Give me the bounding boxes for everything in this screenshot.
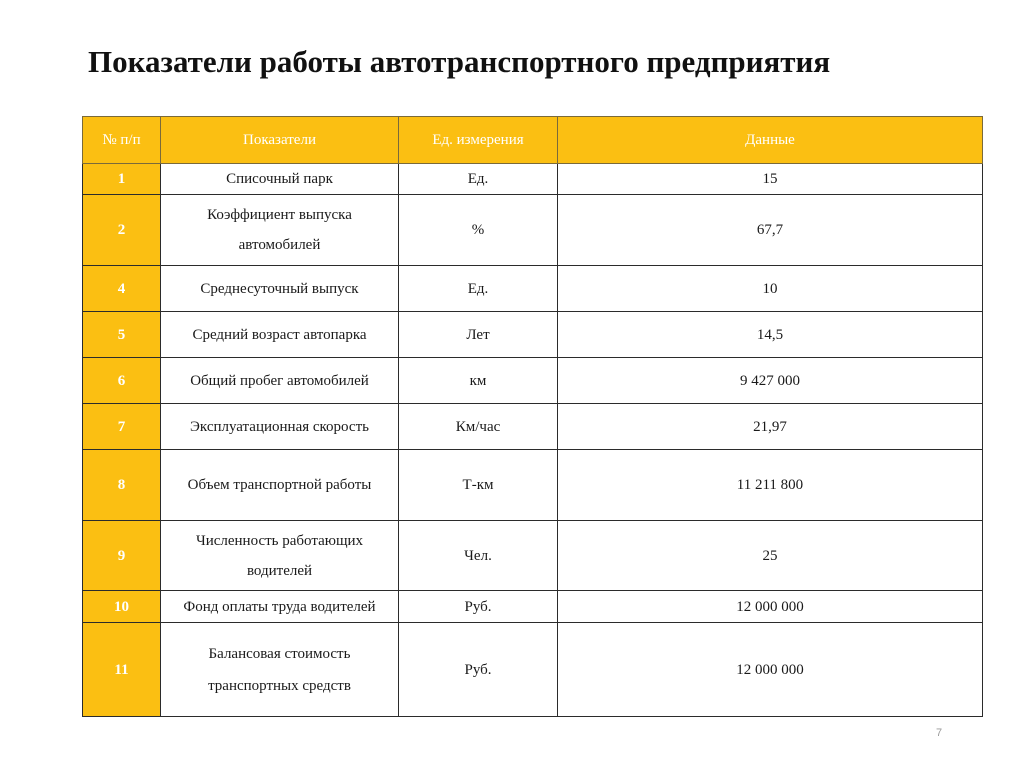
- row-number: 5: [83, 312, 161, 358]
- table-row: [83, 195, 983, 266]
- row-indicator: Эксплуатационная скорость: [161, 404, 399, 450]
- row-value: 67,7: [558, 195, 983, 266]
- page-number: 7: [936, 727, 943, 739]
- header-indicator: Показатели: [161, 117, 399, 164]
- table-header-row: [83, 117, 983, 164]
- row-unit: Руб.: [399, 591, 558, 623]
- row-unit: Т-км: [399, 450, 558, 521]
- row-unit: Лет: [399, 312, 558, 358]
- table-row: [83, 266, 983, 312]
- row-unit: Км/час: [399, 404, 558, 450]
- row-indicator: Объем транспортной работы: [161, 450, 399, 521]
- row-value: 9 427 000: [558, 358, 983, 404]
- row-number: 9: [83, 521, 161, 591]
- header-unit: Ед. измерения: [399, 117, 558, 164]
- row-value: 15: [558, 164, 983, 195]
- row-indicator: Численность работающих водителей: [161, 521, 399, 591]
- table-row: [83, 591, 983, 623]
- table-row: [83, 450, 983, 521]
- row-unit: %: [399, 195, 558, 266]
- row-number: 11: [83, 623, 161, 717]
- row-unit: Руб.: [399, 623, 558, 717]
- row-unit: Ед.: [399, 164, 558, 195]
- table-row: [83, 623, 983, 717]
- row-unit: км: [399, 358, 558, 404]
- row-unit: Ед.: [399, 266, 558, 312]
- row-value: 12 000 000: [558, 591, 983, 623]
- row-indicator: Средний возраст автопарка: [161, 312, 399, 358]
- indicators-table: [82, 116, 983, 717]
- row-number: 7: [83, 404, 161, 450]
- row-number: 1: [83, 164, 161, 195]
- row-indicator: Балансовая стоимость транспортных средств: [161, 623, 399, 717]
- row-number: 4: [83, 266, 161, 312]
- table-row: [83, 404, 983, 450]
- row-number: 6: [83, 358, 161, 404]
- row-value: 12 000 000: [558, 623, 983, 717]
- row-indicator: Списочный парк: [161, 164, 399, 195]
- row-indicator: Коэффициент выпуска автомобилей: [161, 195, 399, 266]
- row-indicator: Среднесуточный выпуск: [161, 266, 399, 312]
- row-indicator: Фонд оплаты труда водителей: [161, 591, 399, 623]
- row-number: 8: [83, 450, 161, 521]
- header-num: № п/п: [83, 117, 161, 164]
- table-row: [83, 358, 983, 404]
- table-row: [83, 521, 983, 591]
- table-row: [83, 164, 983, 195]
- page-title: Показатели работы автотранспортного предприятия: [88, 44, 831, 79]
- row-number: 2: [83, 195, 161, 266]
- row-value: 11 211 800: [558, 450, 983, 521]
- row-value: 21,97: [558, 404, 983, 450]
- row-value: 10: [558, 266, 983, 312]
- row-indicator: Общий пробег автомобилей: [161, 358, 399, 404]
- header-value: Данные: [558, 117, 983, 164]
- row-unit: Чел.: [399, 521, 558, 591]
- row-value: 25: [558, 521, 983, 591]
- row-number: 10: [83, 591, 161, 623]
- table-row: [83, 312, 983, 358]
- row-value: 14,5: [558, 312, 983, 358]
